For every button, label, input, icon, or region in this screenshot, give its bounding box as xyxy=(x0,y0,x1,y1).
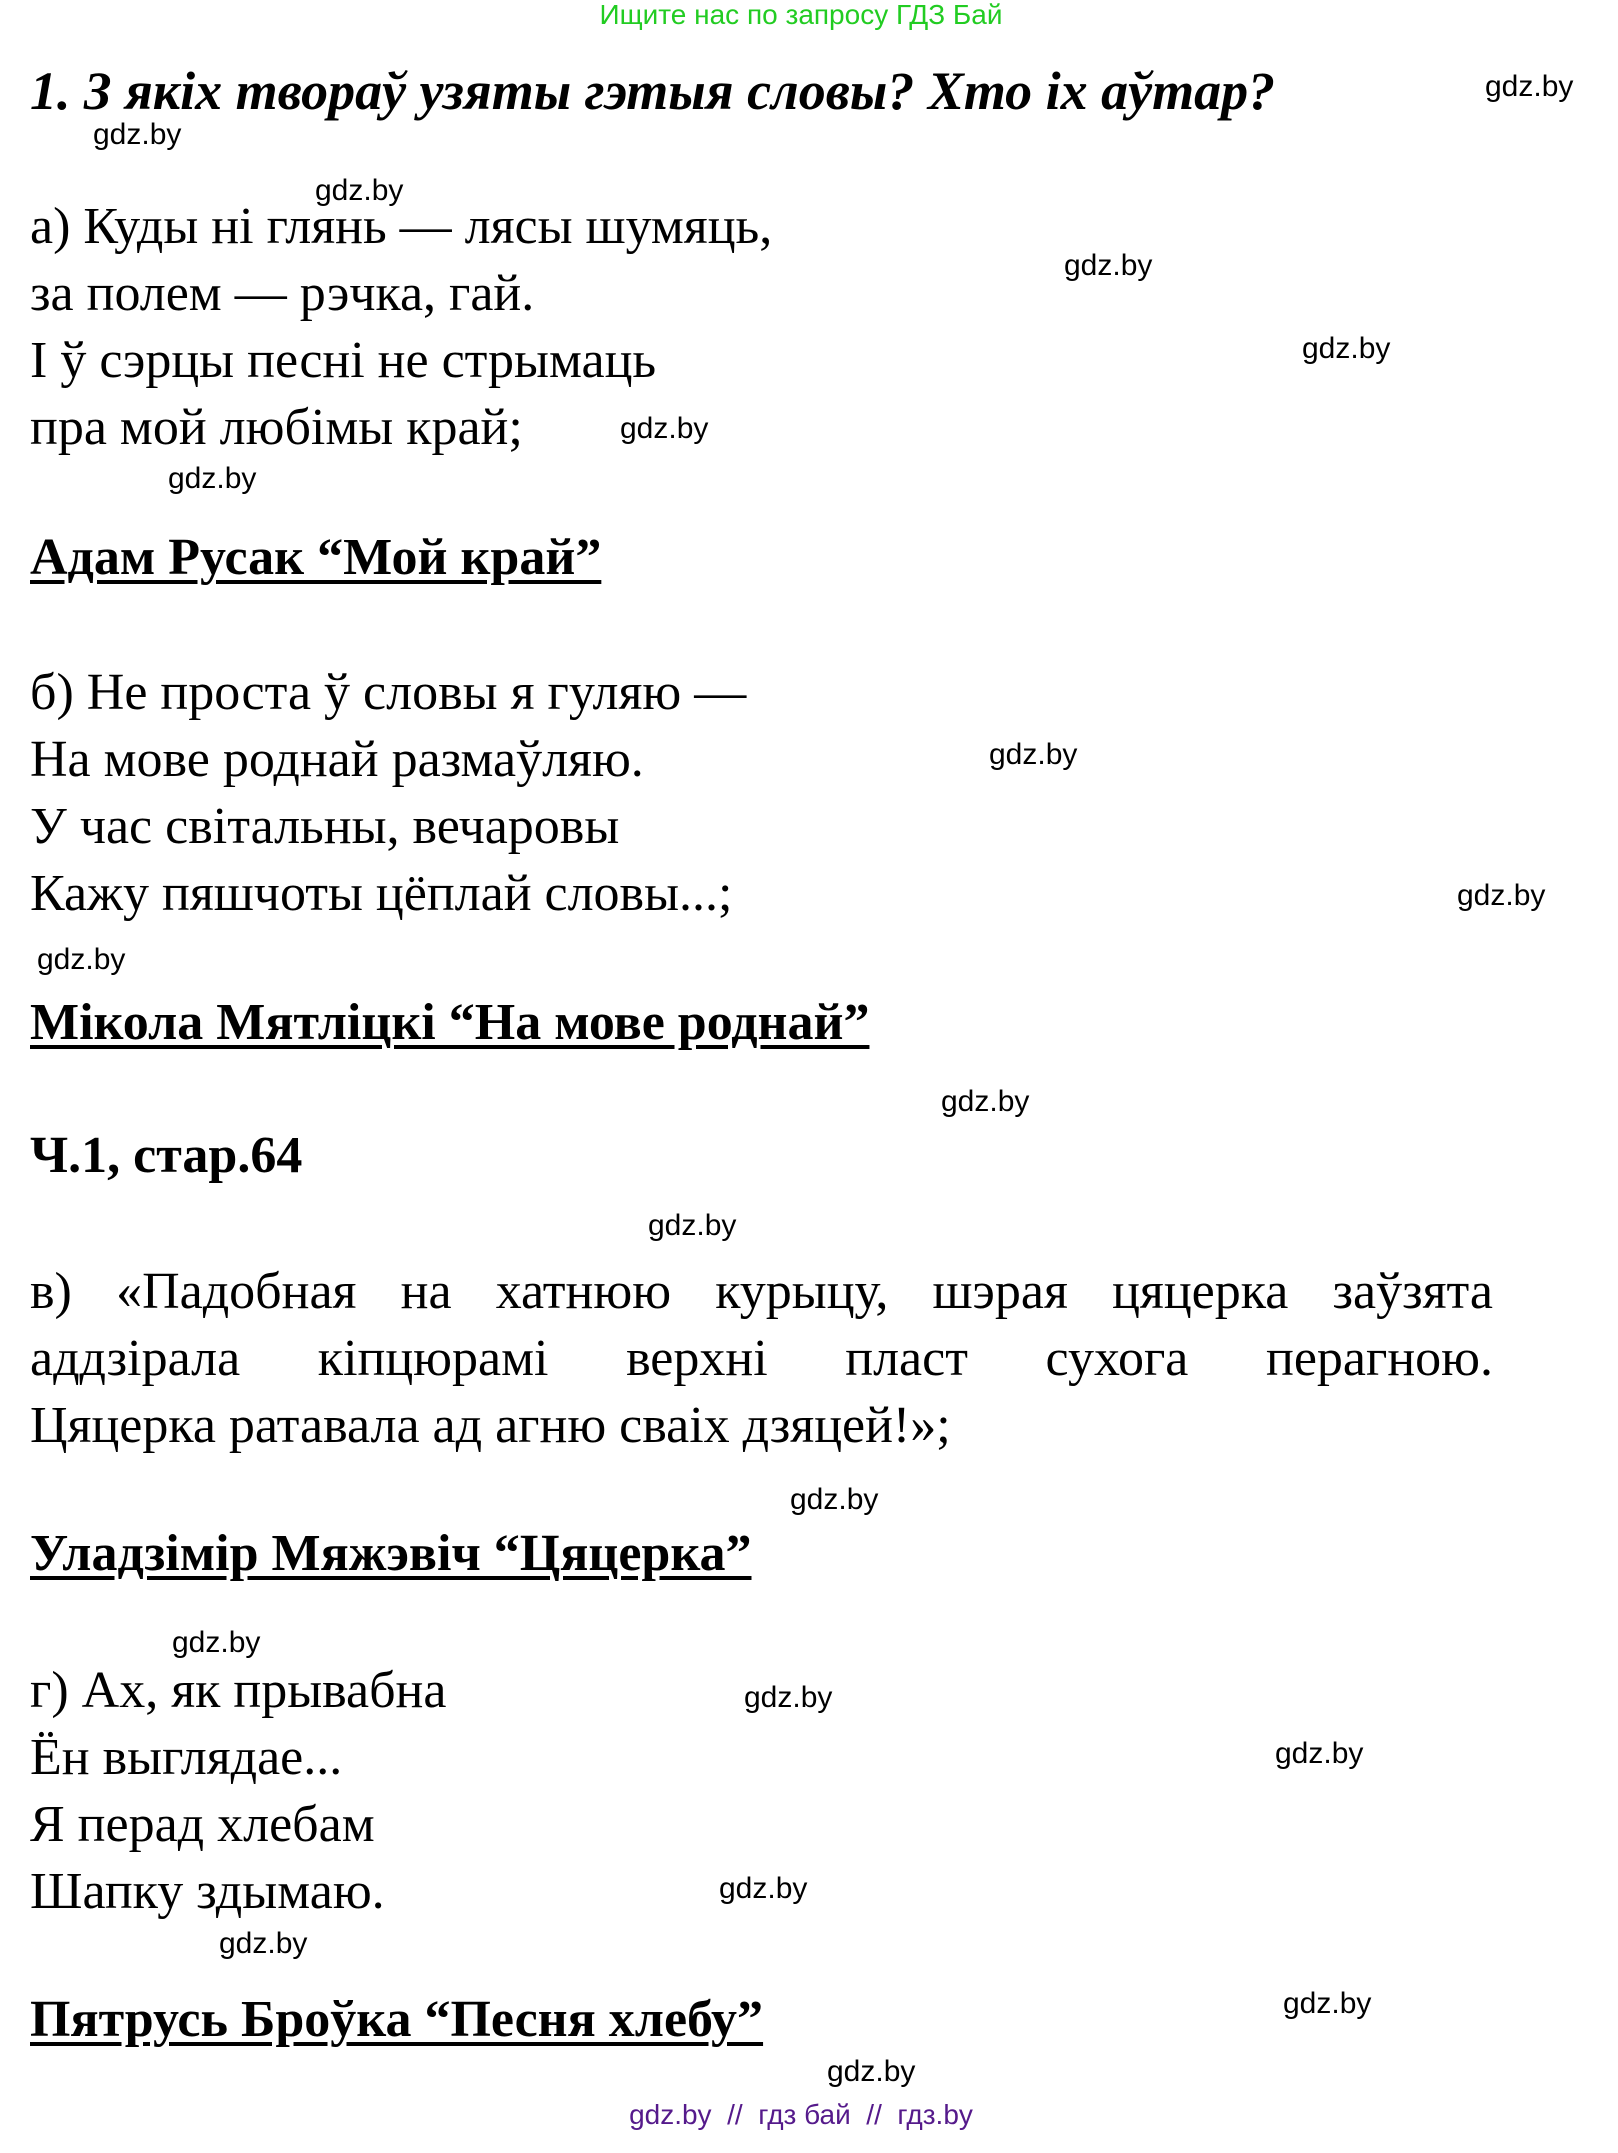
watermark: gdz.by xyxy=(168,462,257,495)
watermark: gdz.by xyxy=(37,943,126,976)
quote-line: Кажу пяшчоты цёплай словы...; xyxy=(30,865,733,922)
quote-d xyxy=(30,1657,446,1925)
quote-line: Цяцерка ратавала ад агню сваіх дзяцей!»; xyxy=(30,1397,951,1454)
quote-c xyxy=(30,1258,1493,1459)
watermark: gdz.by xyxy=(941,1085,1030,1118)
watermark: gdz.by xyxy=(1457,879,1546,912)
watermark: gdz.by xyxy=(1275,1737,1364,1770)
watermark: gdz.by xyxy=(989,738,1078,771)
quote-line: аддзірала кіпцюрамі верхні пласт сухога перагною. xyxy=(30,1330,1493,1387)
watermark: gdz.by xyxy=(719,1872,808,1905)
page-reference: Ч.1, стар.64 xyxy=(30,1127,303,1184)
answer-c: Уладзімір Мяжэвіч “Цяцерка” xyxy=(30,1525,752,1582)
quote-line: б) Не проста ў словы я гуляю — xyxy=(30,664,747,721)
watermark: gdz.by xyxy=(1064,249,1153,282)
quote-line: а) Куды ні глянь — лясы шумяць, xyxy=(30,198,773,255)
watermark: gdz.by xyxy=(827,2055,916,2088)
quote-line: Я перад хлебам xyxy=(30,1796,375,1853)
quote-b xyxy=(30,659,746,927)
answer-d: Пятрусь Броўка “Песня хлебу” xyxy=(30,1991,764,2048)
quote-line: за полем — рэчка, гай. xyxy=(30,265,535,322)
watermark: gdz.by xyxy=(790,1483,879,1516)
quote-line: Шапку здымаю. xyxy=(30,1863,385,1920)
watermark: gdz.by xyxy=(1283,1987,1372,2020)
watermark: gdz.by xyxy=(172,1626,261,1659)
search-banner: Ищите нас по запросу ГДЗ Бай xyxy=(599,0,1003,30)
answer-b: Мікола Мятліцкі “На мове роднай” xyxy=(30,994,870,1051)
answer-a: Адам Русак “Мой край” xyxy=(30,529,602,586)
quote-line: І ў сэрцы песні не стрымаць xyxy=(30,332,657,389)
watermark: gdz.by xyxy=(620,412,709,445)
quote-line: У час світальны, вечаровы xyxy=(30,798,620,855)
watermark: gdz.by xyxy=(93,118,182,151)
footer-links: gdz.by // гдз бай // гдз.by xyxy=(629,2099,973,2130)
quote-line: пра мой любімы край; xyxy=(30,399,523,456)
task-heading: 1. З якіх твораў узяты гэтыя словы? Хто іх аўтар? xyxy=(30,61,1276,121)
quote-line: в) «Падобная на хатнюю курыцу, шэрая цяцерка заўзята xyxy=(30,1263,1493,1320)
watermark: gdz.by xyxy=(219,1927,308,1960)
watermark: gdz.by xyxy=(744,1681,833,1714)
quote-line: г) Ах, як прывабна xyxy=(30,1662,447,1719)
watermark: gdz.by xyxy=(315,174,404,207)
quote-line: Ён выглядае... xyxy=(30,1729,343,1786)
watermark: gdz.by xyxy=(1485,70,1574,103)
watermark: gdz.by xyxy=(1302,332,1391,365)
quote-line: На мове роднай размаўляю. xyxy=(30,731,644,788)
watermark: gdz.by xyxy=(648,1209,737,1242)
